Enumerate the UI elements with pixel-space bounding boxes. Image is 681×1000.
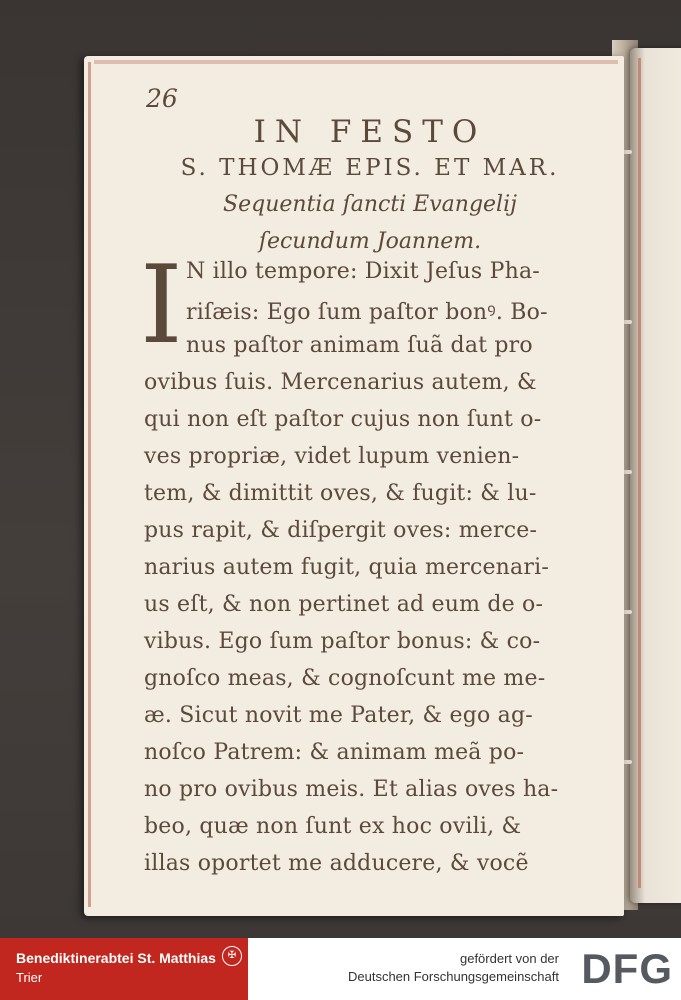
body-line: beo, quæ non ſunt ex hoc ovili, & [144, 814, 522, 839]
heading-sequentia: Sequentia ſancti Evangelij [223, 192, 517, 217]
heading-saint: S. THOMÆ EPIS. ET MAR. [180, 155, 560, 181]
body-line: nus paſtor animam ſuã dat pro [186, 333, 533, 358]
page-number: 26 [146, 84, 178, 113]
institution-city: Trier [16, 970, 43, 985]
body-line: gnoſco meas, & cognoſcunt me me- [144, 666, 546, 691]
body-line: N illo tempore: Dixit Jeſus Pha- [186, 259, 540, 284]
body-line: vibus. Ego ſum paſtor bonus: & co- [144, 629, 541, 654]
funder-name: Deutschen Forschungsgemeinschaft [347, 969, 559, 984]
body-line: ves propriæ, videt lupum venien- [144, 444, 520, 469]
body-line: riſæis: Ego ſum paſtor bonꝰ. Bo- [186, 300, 548, 325]
dfg-logo[interactable]: DFG [581, 945, 673, 992]
institution-name: Benediktinerabtei St. Matthias [16, 950, 216, 966]
body-line: narius autem fugit, quia mercenari- [144, 555, 549, 580]
body-line: illas oportet me adducere, & vocẽ [144, 851, 529, 876]
heading-feast: IN FESTO [253, 114, 487, 150]
institution-panel[interactable] [0, 938, 248, 1000]
body-line: ovibus ſuis. Mercenarius autem, & [144, 370, 537, 395]
abbey-logo-icon: ✠ [222, 946, 242, 966]
body-line: pus rapit, & diſpergit oves: merce- [144, 518, 538, 543]
body-line: noſco Patrem: & animam meã po- [144, 740, 525, 765]
body-line: tem, & dimittit oves, & fugit: & lu- [144, 481, 537, 506]
heading-secundum: ſecundum Joannem. [258, 229, 482, 254]
body-line: æ. Sicut novit me Pater, & ego ag- [144, 703, 533, 728]
funded-by-text: gefördert von der [459, 951, 559, 966]
drop-cap: I [140, 243, 183, 368]
footer-banner [0, 938, 681, 1000]
right-page-edge [630, 48, 681, 903]
body-line: qui non eſt paſtor cujus non ſunt o- [144, 407, 542, 432]
body-line: no pro ovibus meis. Et alias oves ha- [144, 777, 559, 802]
body-line: us eſt, & non pertinet ad eum de o- [144, 592, 544, 617]
